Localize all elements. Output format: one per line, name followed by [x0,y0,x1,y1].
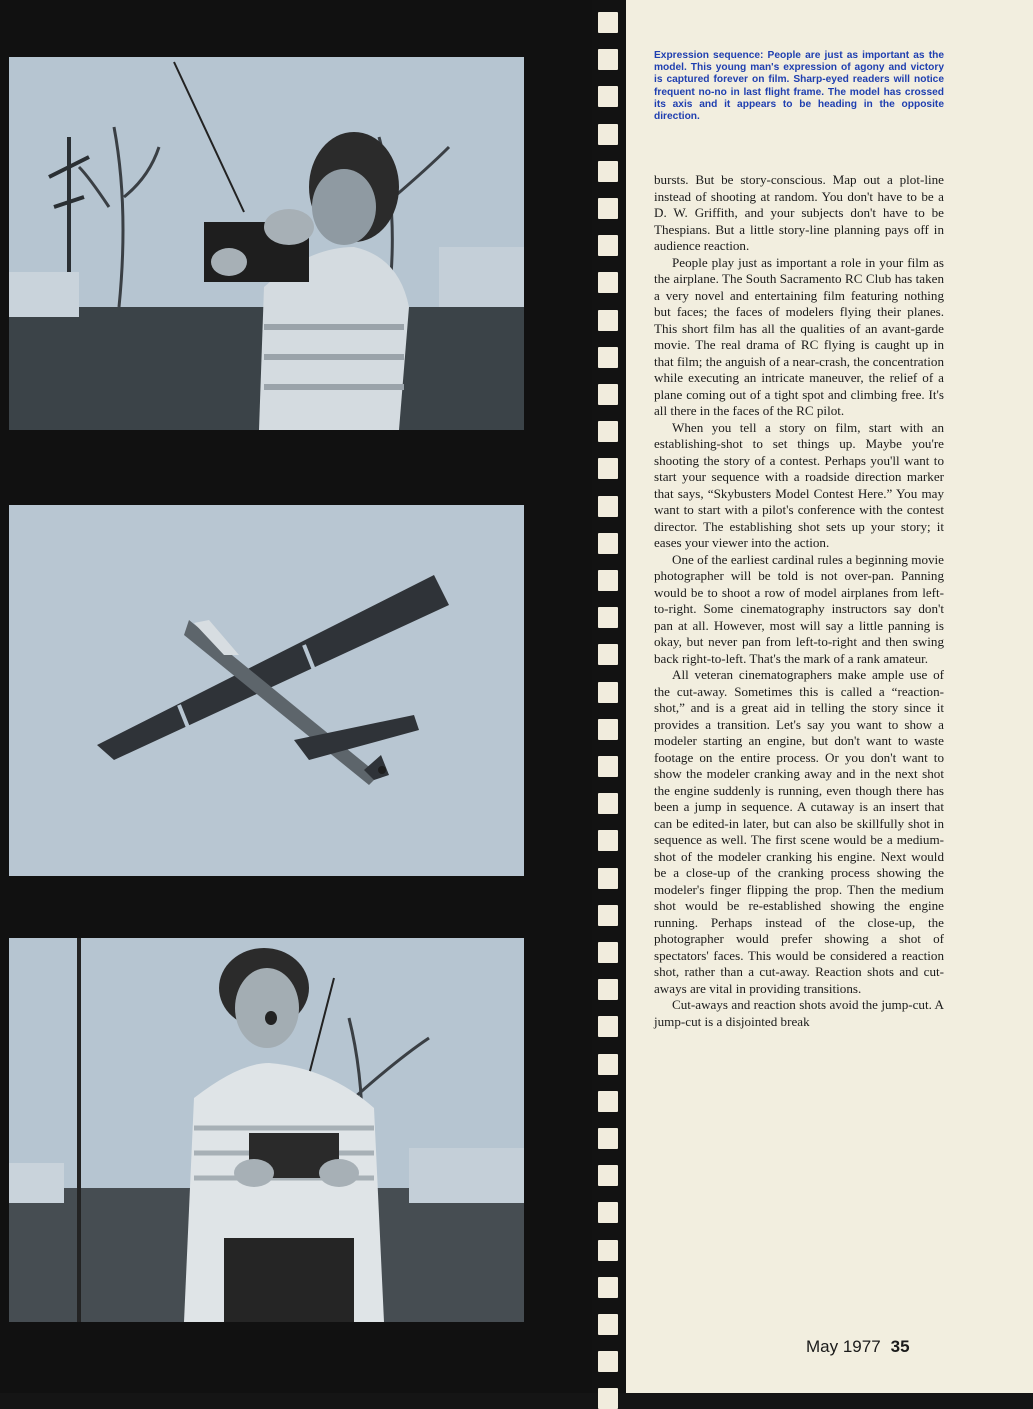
article-paragraph: People play just as important a role in your film as the airplane. The South Sacramento RC Club has taken a very novel and entertaining film featuring nothing but faces; the faces of modelers flying their planes. This short film has all the qualities of an avant-garde movie. The real drama of RC flying is caught up in that film; the anguish of a near-crash, the concentration while executing an intricate maneuver, the relief of a plane coming out of a tight spot and climbing free. It's all there in the faces of the RC pilot. [654,254,944,418]
sprocket-hole [598,1314,618,1335]
sprocket-hole [598,421,618,442]
sprocket-hole [598,644,618,665]
sprocket-hole [598,124,618,145]
sprocket-hole [598,570,618,591]
photo-boy-looking-up [9,57,524,430]
sprocket-hole [598,1054,618,1075]
sprocket-hole [598,458,618,479]
sprocket-hole [598,533,618,554]
article-paragraph: When you tell a story on film, start with an establishing-shot to set things up. Maybe you're shooting the story of a contest. Perhaps you'll want to start your sequence with a roadside direction marker that says, “Skybusters Model Contest Here.” You may want to start with a pilot's conference with the contest director. The establishing shot sets up your story; it eases your viewer into the action. [654,419,944,550]
sprocket-hole [598,607,618,628]
sprocket-hole [598,235,618,256]
sprocket-hole [598,1016,618,1037]
sprocket-hole [598,49,618,70]
page-number: 35 [890,1337,910,1356]
sprocket-hole [598,682,618,703]
sprocket-hole [598,272,618,293]
sprocket-hole [598,198,618,219]
photo-frame-2 [9,505,524,876]
page-footer [806,1337,910,1357]
photo-airplane-in-flight [9,505,524,876]
sprocket-hole [598,756,618,777]
sprocket-hole [598,979,618,1000]
issue-date: May 1977 [806,1337,881,1356]
sprocket-hole [598,384,618,405]
sprocket-hole [598,496,618,517]
film-sprocket-strip [592,0,626,1393]
sprocket-hole [598,1128,618,1149]
sprocket-hole [598,1351,618,1372]
sprocket-hole [598,1202,618,1223]
sprocket-hole [598,161,618,182]
photo-frame-3 [9,938,524,1322]
sprocket-hole [598,719,618,740]
article-paragraph: All veteran cinematographers make ample use of the cut-away. Sometimes this is called a “reaction-shot,” and is a great aid in telling the story since it provides a transition. Let's say you want to show a modeler starting an engine, but don't want to waste footage on the entire process. Or you don't want to show the modeler cranking away and in the next shot the engine suddenly is running, even though there has been a jump in sequence. A cutaway is an insert that can be edited-in later, but can also be skillfully shot in sequence as well. The first scene would be a medium-shot of the modeler cranking his engine. Next would be a close-up of the cranking process showing the modeler's finger flipping the prop. Then the medium shot would be re-established showing the engine running. Perhaps instead of the close-up, the photographer would prefer showing a shot of spectators' faces. This would be considered a reaction shot, rather than a cut-away. Reaction shots and cut-aways are vital in providing transitions. [654,667,944,996]
photo-boy-with-transmitter [9,938,524,1322]
sprocket-hole [598,1277,618,1298]
sprocket-hole [598,1240,618,1261]
article-paragraph: Cut-aways and reaction shots avoid the jump-cut. A jump-cut is a disjointed break [654,997,944,1029]
sprocket-hole [598,1165,618,1186]
sprocket-hole [598,1091,618,1112]
sprocket-hole [598,86,618,107]
article-page [626,0,1033,1393]
photo-caption: Expression sequence: People are just as important as the model. This young man's expression of agony and victory is captured forever on film. Sharp-eyed readers will notice frequent no-no in last flight frame. The model has crossed its axis and it appears to be heading in the opposite direction. [654,50,944,123]
sprocket-hole [598,830,618,851]
article-body [654,172,944,1030]
sprocket-hole [598,310,618,331]
sprocket-hole [598,347,618,368]
sprocket-hole [598,905,618,926]
sprocket-hole [598,1388,618,1409]
article-paragraph: One of the earliest cardinal rules a beginning movie photographer will be told is not over-pan. Panning would be to shoot a row of model airplanes from left-to-right. Some cinematography instructors say don't pan at all. However, most will say a little panning is okay, but never pan from left-to-right and then swing back right-to-left. That's the mark of a rank amateur. [654,551,944,666]
sprocket-hole [598,793,618,814]
article-paragraph: bursts. But be story-conscious. Map out a plot-line instead of shooting at random. You don't have to be a D. W. Griffith, and your subjects don't have to be Thespians. But a little story-line planning pays off in audience reaction. [654,172,944,253]
sprocket-hole [598,868,618,889]
sprocket-hole [598,942,618,963]
photo-frame-1 [9,57,524,430]
sprocket-hole [598,12,618,33]
